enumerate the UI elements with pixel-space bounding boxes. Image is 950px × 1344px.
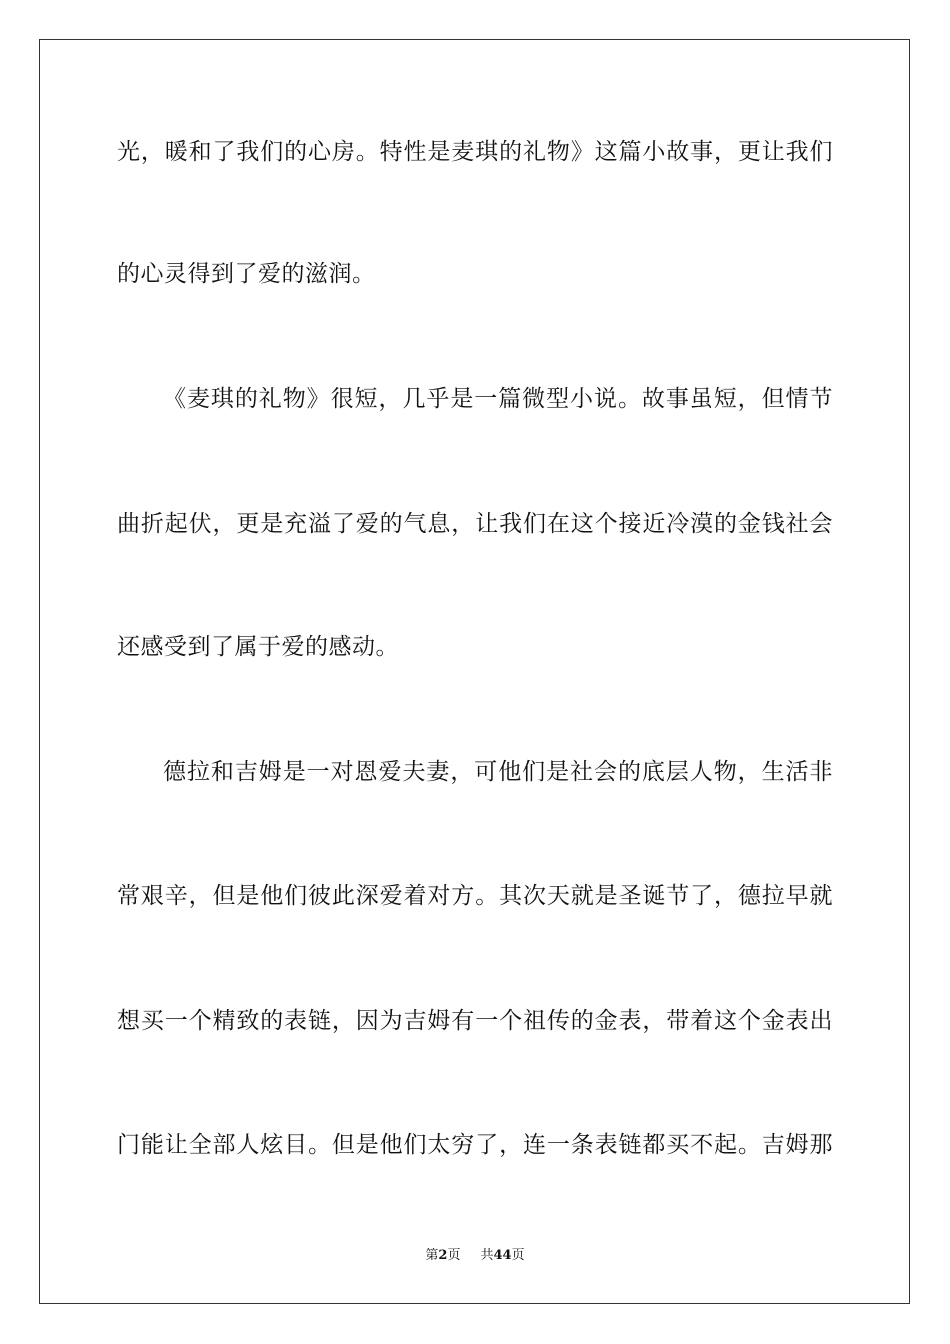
text-line: 常艰辛，但是他们彼此深爱着对方。其次天就是圣诞节了，德拉早就 [117, 883, 833, 909]
text-line: 曲折起伏，更是充溢了爱的气息，让我们在这个接近冷漠的金钱社会 [117, 511, 833, 537]
total-pages: 44 [493, 1248, 512, 1263]
text-line: 门能让全部人炫目。但是他们太穷了，连一条表链都买不起。吉姆那 [117, 1132, 833, 1158]
page-prefix: 第 [425, 1248, 439, 1263]
total-suffix: 页 [511, 1248, 525, 1263]
text-line: 的心灵得到了爱的滋润。 [117, 261, 376, 287]
text-line: 光，暖和了我们的心房。特性是麦琪的礼物》这篇小故事，更让我们 [117, 139, 833, 165]
paragraph-start-line: 德拉和吉姆是一对恩爱夫妻，可他们是社会的底层人物，生活非 [163, 759, 833, 785]
text-line: 还感受到了属于爱的感动。 [117, 634, 399, 660]
page-suffix: 页 [447, 1248, 461, 1263]
text-line: 想买一个精致的表链，因为吉姆有一个祖传的金表，带着这个金表出 [117, 1008, 833, 1034]
page-border [39, 39, 910, 1304]
page-footer [0, 1247, 950, 1265]
page-number: 2 [438, 1248, 448, 1263]
paragraph-start-line: 《麦琪的礼物》很短，几乎是一篇微型小说。故事虽短，但情节 [163, 386, 833, 412]
total-prefix: 共 [480, 1248, 494, 1263]
